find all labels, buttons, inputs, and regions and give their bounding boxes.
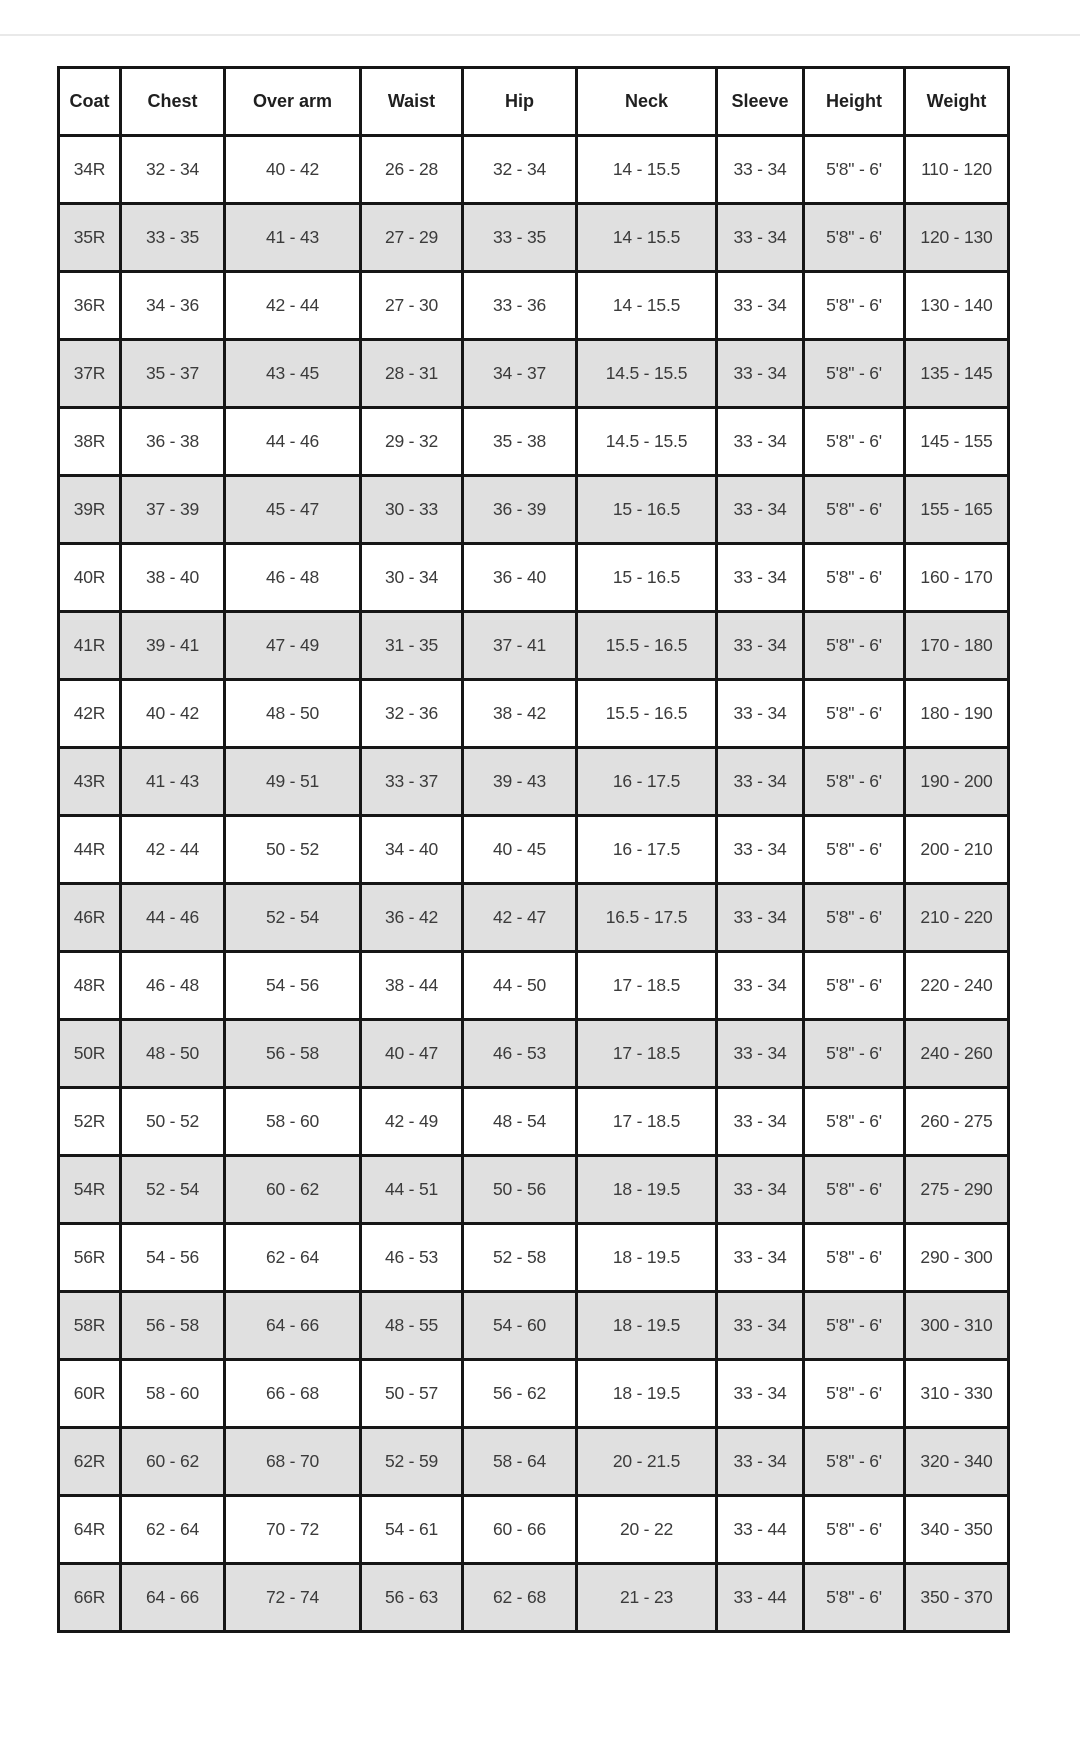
cell-neck: 16.5 - 17.5	[577, 884, 717, 952]
size-chart-table	[57, 66, 1010, 1633]
cell-height: 5'8" - 6'	[804, 1428, 905, 1496]
cell-neck: 18 - 19.5	[577, 1156, 717, 1224]
cell-sleeve: 33 - 34	[717, 136, 804, 204]
cell-height: 5'8" - 6'	[804, 544, 905, 612]
cell-neck: 14.5 - 15.5	[577, 340, 717, 408]
cell-waist: 33 - 37	[361, 748, 463, 816]
column-header-height: Height	[804, 68, 905, 136]
cell-sleeve: 33 - 34	[717, 1360, 804, 1428]
cell-chest: 36 - 38	[121, 408, 225, 476]
cell-weight: 160 - 170	[905, 544, 1009, 612]
cell-sleeve: 33 - 34	[717, 408, 804, 476]
column-header-chest: Chest	[121, 68, 225, 136]
cell-weight: 310 - 330	[905, 1360, 1009, 1428]
cell-chest: 38 - 40	[121, 544, 225, 612]
cell-over-arm: 47 - 49	[225, 612, 361, 680]
column-header-over-arm: Over arm	[225, 68, 361, 136]
cell-chest: 48 - 50	[121, 1020, 225, 1088]
table-row-37r	[59, 340, 1009, 408]
cell-waist: 28 - 31	[361, 340, 463, 408]
table-row-62r	[59, 1428, 1009, 1496]
table-row-39r	[59, 476, 1009, 544]
cell-coat: 43R	[59, 748, 121, 816]
cell-neck: 15 - 16.5	[577, 544, 717, 612]
cell-chest: 58 - 60	[121, 1360, 225, 1428]
cell-neck: 17 - 18.5	[577, 1020, 717, 1088]
cell-waist: 32 - 36	[361, 680, 463, 748]
cell-coat: 46R	[59, 884, 121, 952]
cell-coat: 38R	[59, 408, 121, 476]
cell-hip: 36 - 39	[463, 476, 577, 544]
cell-chest: 60 - 62	[121, 1428, 225, 1496]
cell-height: 5'8" - 6'	[804, 1156, 905, 1224]
column-header-coat: Coat	[59, 68, 121, 136]
cell-sleeve: 33 - 34	[717, 748, 804, 816]
cell-sleeve: 33 - 34	[717, 1156, 804, 1224]
cell-hip: 46 - 53	[463, 1020, 577, 1088]
cell-waist: 34 - 40	[361, 816, 463, 884]
cell-neck: 18 - 19.5	[577, 1224, 717, 1292]
cell-sleeve: 33 - 44	[717, 1496, 804, 1564]
cell-height: 5'8" - 6'	[804, 136, 905, 204]
cell-hip: 39 - 43	[463, 748, 577, 816]
cell-height: 5'8" - 6'	[804, 884, 905, 952]
cell-neck: 17 - 18.5	[577, 952, 717, 1020]
table-row-64r	[59, 1496, 1009, 1564]
cell-weight: 220 - 240	[905, 952, 1009, 1020]
cell-sleeve: 33 - 34	[717, 476, 804, 544]
table-row-52r	[59, 1088, 1009, 1156]
cell-hip: 32 - 34	[463, 136, 577, 204]
cell-weight: 120 - 130	[905, 204, 1009, 272]
cell-neck: 18 - 19.5	[577, 1292, 717, 1360]
cell-neck: 14.5 - 15.5	[577, 408, 717, 476]
cell-hip: 56 - 62	[463, 1360, 577, 1428]
cell-over-arm: 52 - 54	[225, 884, 361, 952]
cell-over-arm: 50 - 52	[225, 816, 361, 884]
cell-neck: 16 - 17.5	[577, 816, 717, 884]
cell-chest: 50 - 52	[121, 1088, 225, 1156]
cell-hip: 36 - 40	[463, 544, 577, 612]
cell-chest: 34 - 36	[121, 272, 225, 340]
table-row-40r	[59, 544, 1009, 612]
cell-chest: 37 - 39	[121, 476, 225, 544]
size-chart-body	[59, 136, 1009, 1632]
cell-weight: 240 - 260	[905, 1020, 1009, 1088]
cell-hip: 33 - 35	[463, 204, 577, 272]
cell-sleeve: 33 - 34	[717, 1020, 804, 1088]
cell-over-arm: 72 - 74	[225, 1564, 361, 1632]
cell-sleeve: 33 - 34	[717, 544, 804, 612]
table-row-46r	[59, 884, 1009, 952]
cell-coat: 37R	[59, 340, 121, 408]
cell-chest: 44 - 46	[121, 884, 225, 952]
table-row-56r	[59, 1224, 1009, 1292]
cell-neck: 15.5 - 16.5	[577, 680, 717, 748]
table-row-41r	[59, 612, 1009, 680]
cell-hip: 52 - 58	[463, 1224, 577, 1292]
cell-sleeve: 33 - 34	[717, 680, 804, 748]
cell-neck: 14 - 15.5	[577, 272, 717, 340]
cell-coat: 54R	[59, 1156, 121, 1224]
cell-weight: 340 - 350	[905, 1496, 1009, 1564]
cell-height: 5'8" - 6'	[804, 204, 905, 272]
cell-sleeve: 33 - 34	[717, 1088, 804, 1156]
cell-chest: 39 - 41	[121, 612, 225, 680]
cell-chest: 62 - 64	[121, 1496, 225, 1564]
cell-coat: 34R	[59, 136, 121, 204]
page-divider	[0, 34, 1080, 36]
cell-hip: 54 - 60	[463, 1292, 577, 1360]
table-row-60r	[59, 1360, 1009, 1428]
cell-height: 5'8" - 6'	[804, 1224, 905, 1292]
cell-coat: 42R	[59, 680, 121, 748]
cell-over-arm: 44 - 46	[225, 408, 361, 476]
cell-weight: 290 - 300	[905, 1224, 1009, 1292]
cell-waist: 29 - 32	[361, 408, 463, 476]
cell-waist: 52 - 59	[361, 1428, 463, 1496]
cell-sleeve: 33 - 34	[717, 816, 804, 884]
cell-hip: 42 - 47	[463, 884, 577, 952]
cell-chest: 64 - 66	[121, 1564, 225, 1632]
cell-height: 5'8" - 6'	[804, 272, 905, 340]
cell-hip: 60 - 66	[463, 1496, 577, 1564]
cell-hip: 58 - 64	[463, 1428, 577, 1496]
cell-coat: 62R	[59, 1428, 121, 1496]
cell-over-arm: 41 - 43	[225, 204, 361, 272]
cell-weight: 275 - 290	[905, 1156, 1009, 1224]
cell-waist: 30 - 33	[361, 476, 463, 544]
cell-coat: 52R	[59, 1088, 121, 1156]
cell-chest: 52 - 54	[121, 1156, 225, 1224]
cell-chest: 35 - 37	[121, 340, 225, 408]
table-row-43r	[59, 748, 1009, 816]
cell-over-arm: 58 - 60	[225, 1088, 361, 1156]
cell-coat: 44R	[59, 816, 121, 884]
cell-coat: 48R	[59, 952, 121, 1020]
cell-over-arm: 56 - 58	[225, 1020, 361, 1088]
table-row-42r	[59, 680, 1009, 748]
cell-waist: 56 - 63	[361, 1564, 463, 1632]
cell-coat: 60R	[59, 1360, 121, 1428]
cell-neck: 20 - 22	[577, 1496, 717, 1564]
table-row-54r	[59, 1156, 1009, 1224]
cell-waist: 40 - 47	[361, 1020, 463, 1088]
cell-hip: 34 - 37	[463, 340, 577, 408]
cell-coat: 56R	[59, 1224, 121, 1292]
cell-hip: 40 - 45	[463, 816, 577, 884]
cell-weight: 350 - 370	[905, 1564, 1009, 1632]
cell-coat: 39R	[59, 476, 121, 544]
cell-sleeve: 33 - 34	[717, 1224, 804, 1292]
cell-hip: 62 - 68	[463, 1564, 577, 1632]
cell-over-arm: 43 - 45	[225, 340, 361, 408]
cell-neck: 17 - 18.5	[577, 1088, 717, 1156]
table-row-34r	[59, 136, 1009, 204]
cell-weight: 130 - 140	[905, 272, 1009, 340]
cell-sleeve: 33 - 34	[717, 340, 804, 408]
cell-over-arm: 62 - 64	[225, 1224, 361, 1292]
cell-height: 5'8" - 6'	[804, 748, 905, 816]
cell-sleeve: 33 - 44	[717, 1564, 804, 1632]
cell-weight: 320 - 340	[905, 1428, 1009, 1496]
cell-height: 5'8" - 6'	[804, 408, 905, 476]
cell-waist: 31 - 35	[361, 612, 463, 680]
cell-coat: 41R	[59, 612, 121, 680]
cell-waist: 30 - 34	[361, 544, 463, 612]
cell-over-arm: 68 - 70	[225, 1428, 361, 1496]
cell-over-arm: 70 - 72	[225, 1496, 361, 1564]
table-row-66r	[59, 1564, 1009, 1632]
cell-height: 5'8" - 6'	[804, 816, 905, 884]
cell-height: 5'8" - 6'	[804, 1564, 905, 1632]
cell-height: 5'8" - 6'	[804, 1088, 905, 1156]
cell-neck: 14 - 15.5	[577, 136, 717, 204]
cell-height: 5'8" - 6'	[804, 340, 905, 408]
cell-hip: 44 - 50	[463, 952, 577, 1020]
cell-neck: 15 - 16.5	[577, 476, 717, 544]
cell-over-arm: 60 - 62	[225, 1156, 361, 1224]
cell-coat: 36R	[59, 272, 121, 340]
cell-waist: 50 - 57	[361, 1360, 463, 1428]
cell-hip: 38 - 42	[463, 680, 577, 748]
cell-neck: 15.5 - 16.5	[577, 612, 717, 680]
cell-weight: 155 - 165	[905, 476, 1009, 544]
cell-over-arm: 66 - 68	[225, 1360, 361, 1428]
cell-neck: 16 - 17.5	[577, 748, 717, 816]
column-header-hip: Hip	[463, 68, 577, 136]
cell-waist: 36 - 42	[361, 884, 463, 952]
cell-hip: 50 - 56	[463, 1156, 577, 1224]
cell-weight: 110 - 120	[905, 136, 1009, 204]
header-row	[59, 68, 1009, 136]
cell-height: 5'8" - 6'	[804, 1020, 905, 1088]
cell-neck: 20 - 21.5	[577, 1428, 717, 1496]
table-row-58r	[59, 1292, 1009, 1360]
cell-sleeve: 33 - 34	[717, 952, 804, 1020]
cell-neck: 21 - 23	[577, 1564, 717, 1632]
cell-coat: 35R	[59, 204, 121, 272]
cell-over-arm: 64 - 66	[225, 1292, 361, 1360]
cell-sleeve: 33 - 34	[717, 884, 804, 952]
cell-over-arm: 42 - 44	[225, 272, 361, 340]
cell-sleeve: 33 - 34	[717, 1428, 804, 1496]
cell-waist: 27 - 29	[361, 204, 463, 272]
column-header-weight: Weight	[905, 68, 1009, 136]
cell-over-arm: 40 - 42	[225, 136, 361, 204]
cell-weight: 145 - 155	[905, 408, 1009, 476]
cell-hip: 33 - 36	[463, 272, 577, 340]
cell-chest: 46 - 48	[121, 952, 225, 1020]
cell-weight: 190 - 200	[905, 748, 1009, 816]
cell-waist: 46 - 53	[361, 1224, 463, 1292]
cell-sleeve: 33 - 34	[717, 612, 804, 680]
cell-hip: 48 - 54	[463, 1088, 577, 1156]
cell-weight: 210 - 220	[905, 884, 1009, 952]
cell-weight: 180 - 190	[905, 680, 1009, 748]
cell-over-arm: 49 - 51	[225, 748, 361, 816]
cell-height: 5'8" - 6'	[804, 1292, 905, 1360]
cell-sleeve: 33 - 34	[717, 204, 804, 272]
cell-height: 5'8" - 6'	[804, 1360, 905, 1428]
cell-weight: 170 - 180	[905, 612, 1009, 680]
cell-hip: 35 - 38	[463, 408, 577, 476]
cell-height: 5'8" - 6'	[804, 476, 905, 544]
cell-chest: 54 - 56	[121, 1224, 225, 1292]
table-row-38r	[59, 408, 1009, 476]
cell-waist: 48 - 55	[361, 1292, 463, 1360]
cell-coat: 66R	[59, 1564, 121, 1632]
cell-waist: 42 - 49	[361, 1088, 463, 1156]
cell-waist: 38 - 44	[361, 952, 463, 1020]
cell-chest: 40 - 42	[121, 680, 225, 748]
column-header-waist: Waist	[361, 68, 463, 136]
cell-waist: 54 - 61	[361, 1496, 463, 1564]
cell-coat: 64R	[59, 1496, 121, 1564]
cell-coat: 50R	[59, 1020, 121, 1088]
table-row-36r	[59, 272, 1009, 340]
cell-weight: 260 - 275	[905, 1088, 1009, 1156]
cell-height: 5'8" - 6'	[804, 612, 905, 680]
cell-weight: 135 - 145	[905, 340, 1009, 408]
cell-over-arm: 45 - 47	[225, 476, 361, 544]
cell-height: 5'8" - 6'	[804, 680, 905, 748]
table-row-48r	[59, 952, 1009, 1020]
cell-weight: 200 - 210	[905, 816, 1009, 884]
cell-waist: 44 - 51	[361, 1156, 463, 1224]
cell-coat: 58R	[59, 1292, 121, 1360]
cell-chest: 32 - 34	[121, 136, 225, 204]
table-row-35r	[59, 204, 1009, 272]
cell-over-arm: 48 - 50	[225, 680, 361, 748]
column-header-neck: Neck	[577, 68, 717, 136]
cell-waist: 27 - 30	[361, 272, 463, 340]
cell-height: 5'8" - 6'	[804, 1496, 905, 1564]
column-header-sleeve: Sleeve	[717, 68, 804, 136]
cell-chest: 33 - 35	[121, 204, 225, 272]
cell-neck: 14 - 15.5	[577, 204, 717, 272]
table-row-50r	[59, 1020, 1009, 1088]
cell-hip: 37 - 41	[463, 612, 577, 680]
cell-neck: 18 - 19.5	[577, 1360, 717, 1428]
cell-chest: 56 - 58	[121, 1292, 225, 1360]
cell-coat: 40R	[59, 544, 121, 612]
cell-chest: 41 - 43	[121, 748, 225, 816]
cell-over-arm: 54 - 56	[225, 952, 361, 1020]
cell-waist: 26 - 28	[361, 136, 463, 204]
table-row-44r	[59, 816, 1009, 884]
cell-height: 5'8" - 6'	[804, 952, 905, 1020]
cell-over-arm: 46 - 48	[225, 544, 361, 612]
cell-sleeve: 33 - 34	[717, 1292, 804, 1360]
cell-sleeve: 33 - 34	[717, 272, 804, 340]
cell-weight: 300 - 310	[905, 1292, 1009, 1360]
cell-chest: 42 - 44	[121, 816, 225, 884]
